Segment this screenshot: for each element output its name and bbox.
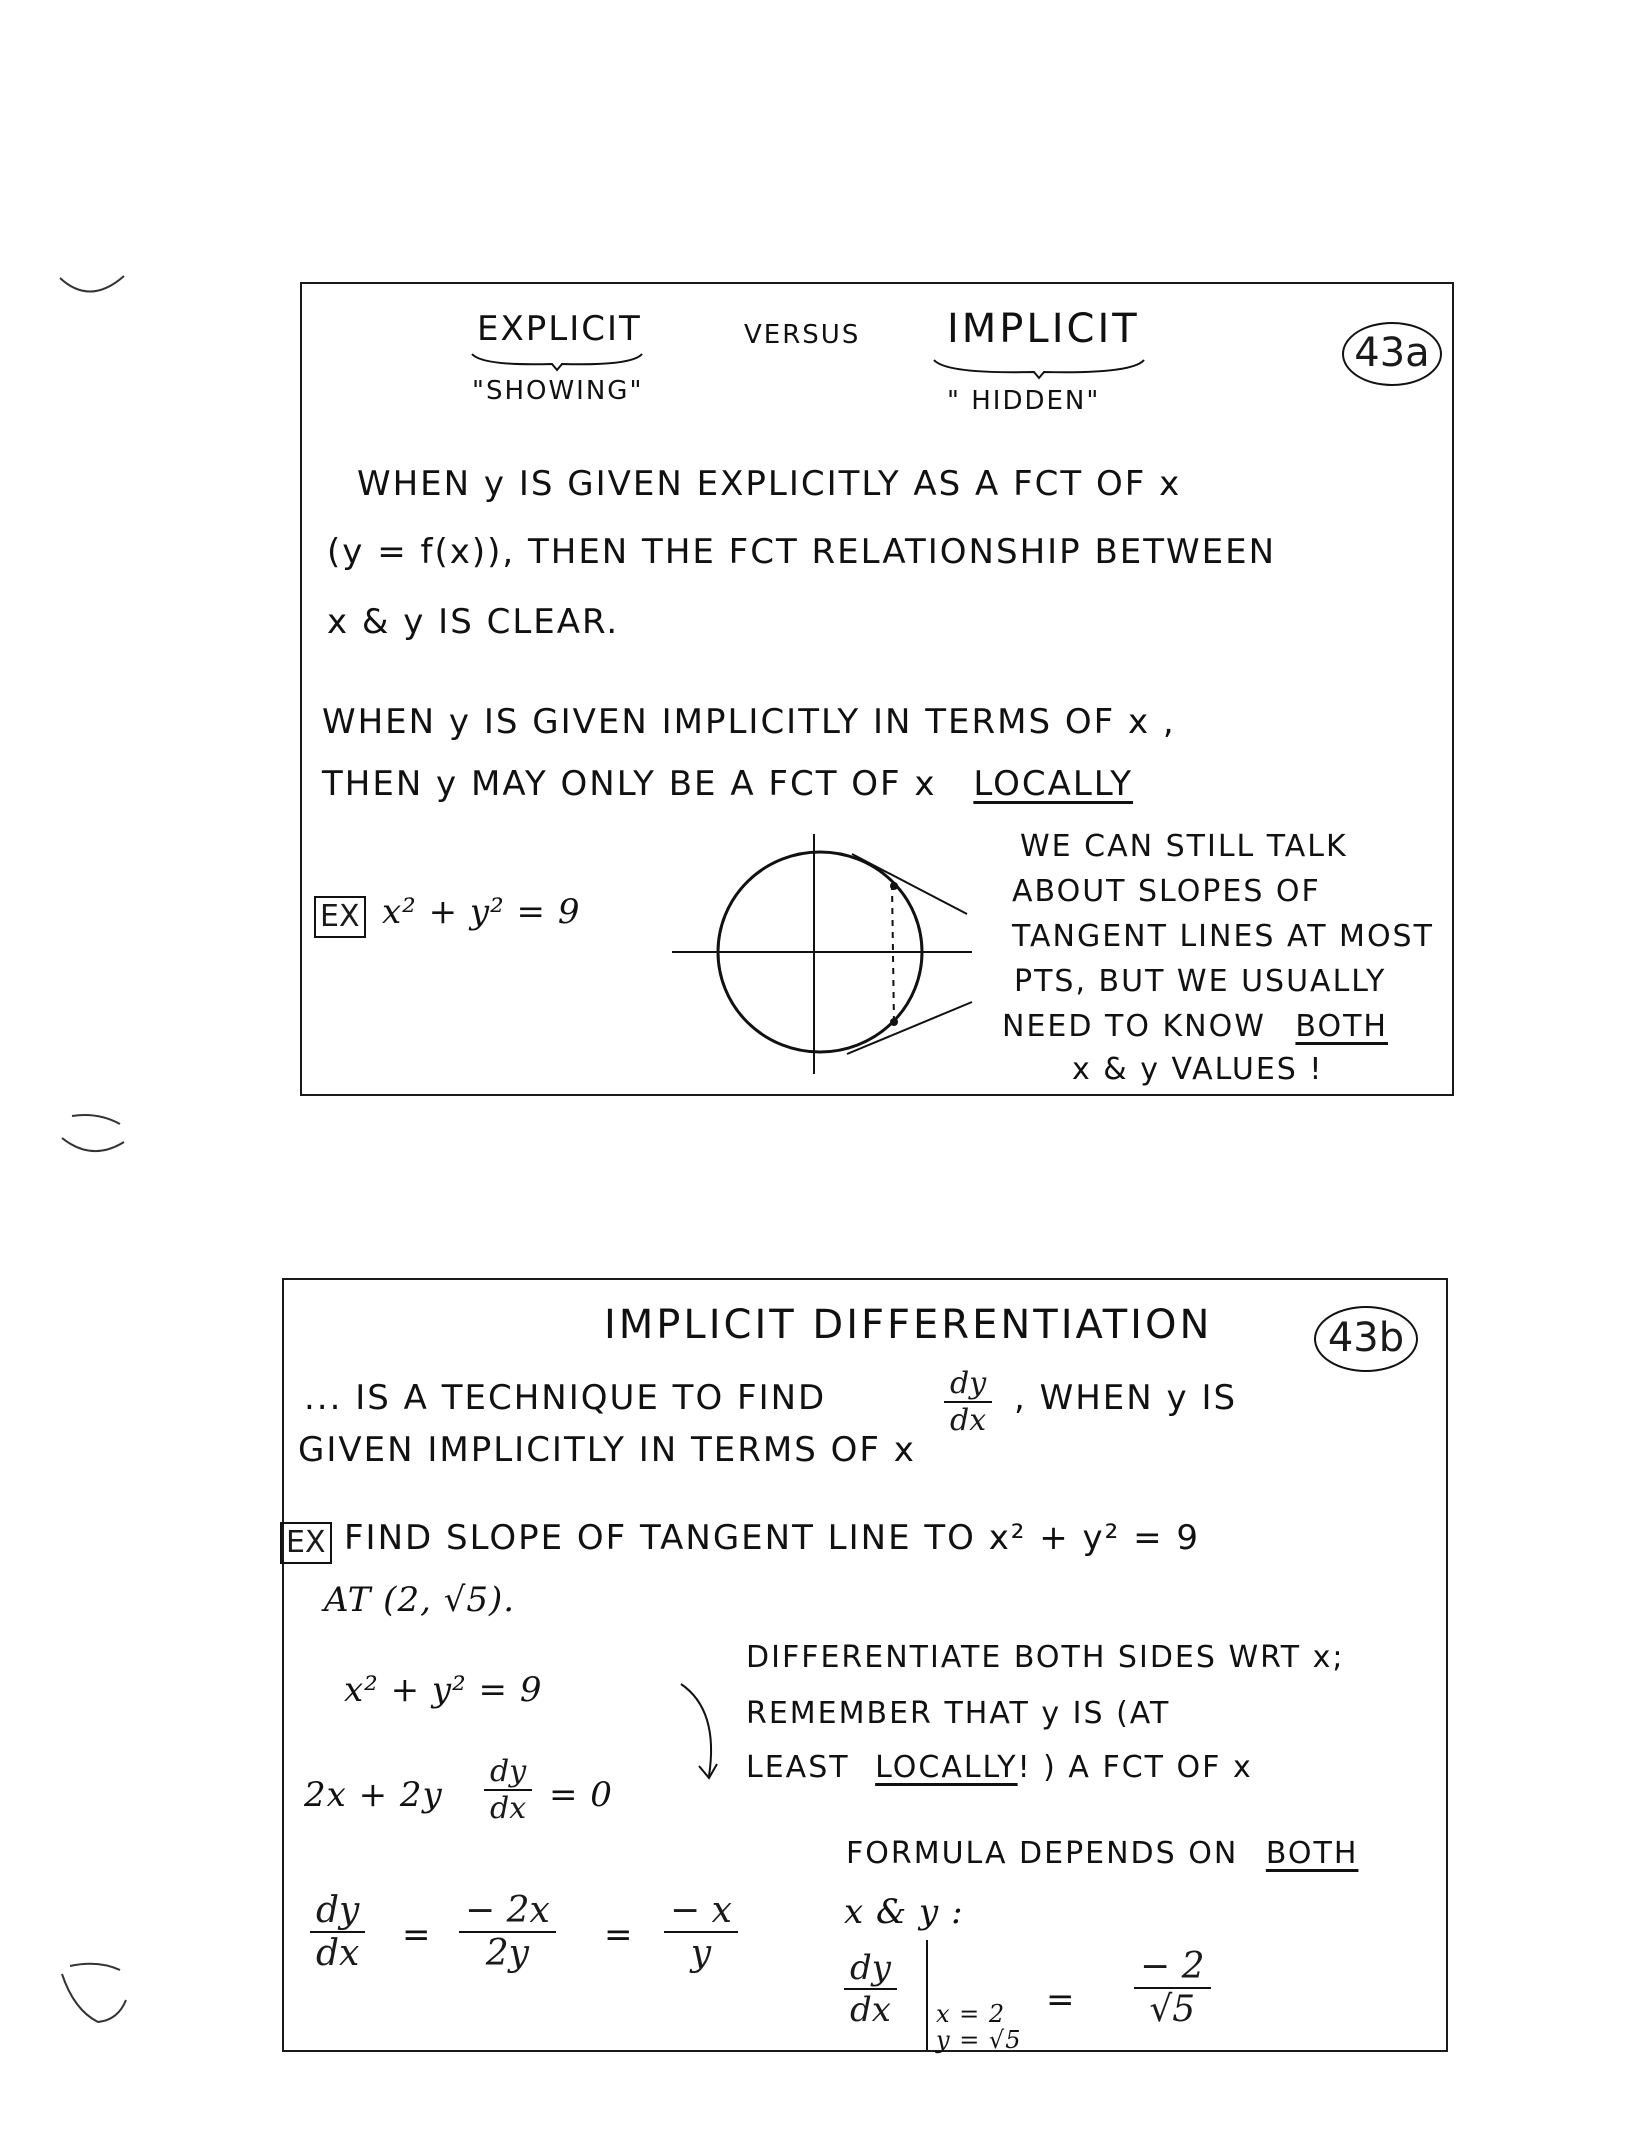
example-statement-line-1: FIND SLOPE OF TANGENT LINE TO x² + y² = 9 — [344, 1518, 1201, 1558]
evaluation-equals: = — [1046, 1980, 1077, 2020]
result-fraction-x-y: $\frac{- x}{y}$ — [664, 1890, 738, 1974]
result-equals-2: = — [604, 1915, 635, 1955]
result-dy-dx: $\frac{dy}{dx}$ — [310, 1890, 365, 1974]
implicit-definition-line-2: THEN y MAY ONLY BE A FCT OF x LOCALLY — [322, 764, 1133, 804]
note-card-43b — [282, 1278, 1448, 2052]
given-equation: x² + y² = 9 — [344, 1670, 543, 1710]
technique-intro-line-1-end: , WHEN y IS — [1014, 1378, 1238, 1418]
example-statement-line-2: AT (2, √5). — [324, 1580, 516, 1620]
dy-dx-fraction-derivative: $\frac{dy}{dx}$ — [484, 1754, 532, 1826]
implicit-gloss: " HIDDEN" — [947, 386, 1101, 416]
implicit-heading: IMPLICIT — [947, 306, 1140, 352]
binder-hole-middle — [58, 1110, 128, 1150]
differentiate-note-line-3: LEAST LOCALLY! ) A FCT OF x — [746, 1750, 1253, 1785]
versus-label: VERSUS — [744, 320, 861, 350]
dy-dx-fraction-intro: $\frac{dy}{dx}$ — [944, 1366, 992, 1438]
result-equals-1: = — [402, 1915, 433, 1955]
implicit-definition-line-1: WHEN y IS GIVEN IMPLICITLY IN TERMS OF x , — [322, 702, 1176, 742]
locally-emphasis: LOCALLY — [973, 764, 1133, 804]
evaluation-point-x: x = 2 — [936, 2000, 1006, 2028]
formula-note-line-2: x & y : — [844, 1892, 964, 1932]
result-fraction-2x-2y: $\frac{- 2x}{2y}$ — [459, 1890, 556, 1974]
slopes-note-line-4: PTS, BUT WE USUALLY — [1014, 964, 1387, 999]
binder-hole-top — [58, 270, 128, 310]
explicit-definition-line-2: (y = f(x)), THEN THE FCT RELATIONSHIP BETWEEN — [327, 532, 1277, 572]
evaluated-dy-dx: $\frac{dy}{dx}$ — [844, 1948, 897, 2030]
explicit-definition-line-1: WHEN y IS GIVEN EXPLICITLY AS A FCT OF x — [357, 464, 1182, 504]
slopes-note-line-6: x & y VALUES ! — [1072, 1052, 1324, 1087]
evaluation-point-y: y = √5 — [936, 2026, 1022, 2054]
card-label-43a: 43a — [1342, 322, 1442, 386]
evaluated-slope-value: $\frac{- 2}{√5}$ — [1134, 1946, 1211, 2030]
both-emphasis-b: BOTH — [1265, 1836, 1359, 1871]
brace-under-explicit — [472, 352, 642, 372]
technique-intro-line-1: ... IS A TECHNIQUE TO FIND — [304, 1378, 827, 1418]
binder-hole-bottom — [58, 1960, 128, 2000]
formula-note-line-1: FORMULA DEPENDS ON BOTH — [846, 1836, 1359, 1871]
differentiate-note-line-1: DIFFERENTIATE BOTH SIDES WRT x; — [746, 1640, 1345, 1675]
both-emphasis: BOTH — [1295, 1009, 1388, 1044]
slopes-note-line-1: WE CAN STILL TALK — [1020, 829, 1348, 864]
slopes-note-line-5: NEED TO KNOW BOTH — [1002, 1009, 1388, 1044]
step-arrow — [679, 1680, 739, 1790]
brace-under-implicit — [934, 358, 1144, 380]
locally-emphasis-b: LOCALLY — [875, 1750, 1018, 1785]
differentiate-note-line-2: REMEMBER THAT y IS (AT — [746, 1696, 1171, 1731]
example-tag-b: EX — [280, 1522, 332, 1564]
card-label-43b: 43b — [1314, 1306, 1418, 1372]
slopes-note-line-3: TANGENT LINES AT MOST — [1012, 919, 1434, 954]
differentiated-equation-right: = 0 — [549, 1775, 613, 1815]
example-tag: EX — [314, 896, 366, 938]
technique-intro-line-2: GIVEN IMPLICITLY IN TERMS OF x — [298, 1430, 916, 1470]
circle-equation: x² + y² = 9 — [382, 892, 581, 932]
explicit-definition-line-3: x & y IS CLEAR. — [327, 602, 620, 642]
differentiated-equation-left: 2x + 2y — [304, 1775, 443, 1815]
explicit-heading: EXPLICIT — [477, 309, 642, 349]
slopes-note-line-2: ABOUT SLOPES OF — [1012, 874, 1321, 909]
circle-tangent-sketch — [672, 834, 972, 1074]
implicit-differentiation-title: IMPLICIT DIFFERENTIATION — [604, 1302, 1213, 1348]
note-card-43a — [300, 282, 1454, 1096]
evaluation-bar — [924, 1940, 930, 2050]
explicit-gloss: "SHOWING" — [472, 376, 644, 406]
